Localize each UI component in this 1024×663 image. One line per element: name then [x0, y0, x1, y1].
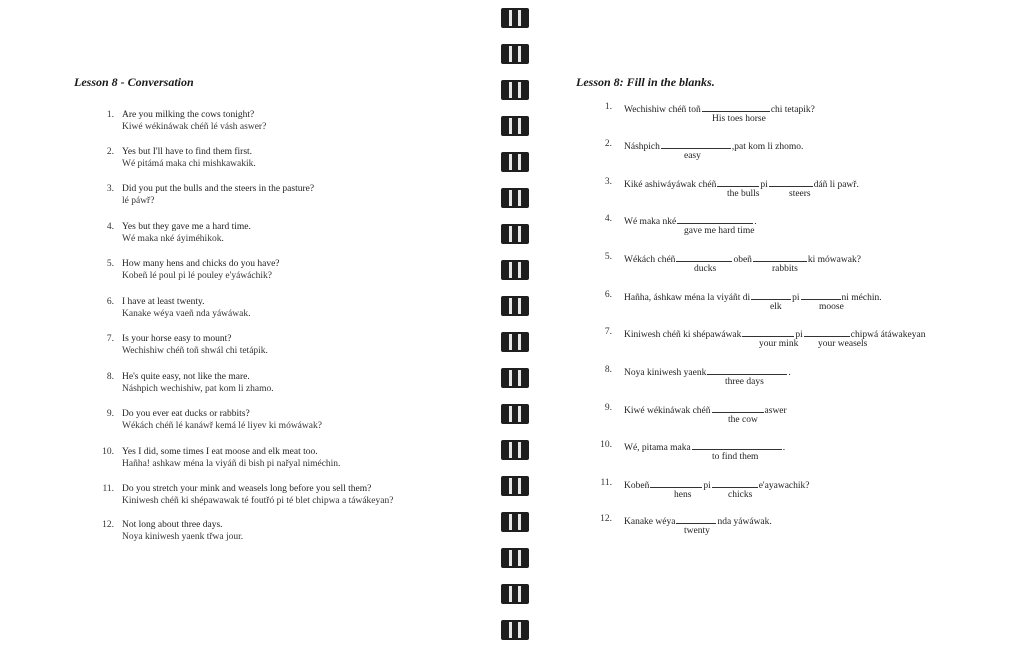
answer-blank[interactable] — [712, 402, 764, 413]
answer-blank[interactable] — [804, 326, 850, 337]
answer-blank[interactable] — [717, 176, 759, 187]
fill-sentence — [624, 439, 785, 454]
binding-coil — [501, 476, 529, 496]
sentence-part: Náshpich — [624, 142, 660, 152]
binding-coil — [501, 188, 529, 208]
english-sentence: Yes but I'll have to find them first. — [122, 147, 253, 157]
sentence-part: Kiké ashiwáyáwak chéñ — [624, 180, 717, 190]
translation-sentence: Kiwé wékináwak chéñ lé vásh aswer? — [122, 122, 267, 132]
translation-sentence: Hañha! ashkaw ména la viyáñ di bish pi nařyal niméchin. — [122, 459, 341, 469]
sentence-part: Wé maka nké — [624, 217, 677, 227]
translation-sentence: Náshpich wechishiw, pat kom li zhamo. — [122, 384, 274, 394]
sentence-part: . — [782, 443, 786, 453]
item-number: 8. — [106, 372, 114, 382]
english-sentence: He's quite easy, not like the mare. — [122, 372, 250, 382]
item-number: 5. — [106, 259, 114, 269]
answer-blank[interactable] — [753, 251, 807, 262]
sentence-part: Kanake wéya — [624, 517, 676, 527]
fill-sentence — [624, 402, 787, 417]
blank-hint: to find them — [712, 452, 759, 462]
item-number: 9. — [604, 403, 612, 413]
answer-blank[interactable] — [702, 101, 770, 112]
sentence-part: Hañha, áshkaw ména la viyáñt di — [624, 293, 751, 303]
item-number: 5. — [604, 252, 612, 262]
english-sentence: How many hens and chicks do you have? — [122, 259, 280, 269]
fill-sentence — [624, 251, 861, 266]
sentence-part: pi — [795, 330, 803, 340]
binding-coil — [501, 260, 529, 280]
answer-blank[interactable] — [677, 213, 753, 224]
answer-blank[interactable] — [676, 513, 716, 524]
translation-sentence: Kanake wéya vaeñ nda yáwáwak. — [122, 309, 251, 319]
item-number: 10. — [600, 440, 612, 450]
item-number: 4. — [604, 214, 612, 224]
binding-coil — [501, 368, 529, 388]
english-sentence: Yes but they gave me a hard time. — [122, 222, 251, 232]
binding-coil — [501, 296, 529, 316]
answer-blank[interactable] — [751, 289, 791, 300]
blank-hint: your mink — [759, 339, 799, 349]
blank-hint: hens — [674, 490, 692, 500]
item-number: 10. — [102, 447, 114, 457]
conversation-title: Lesson 8 - Conversation — [74, 75, 194, 89]
blank-hint: steers — [789, 189, 811, 199]
right-page — [540, 0, 1024, 663]
fill-sentence — [624, 477, 809, 492]
sentence-part: Kiniwesh chéñ ki shépawáwak — [624, 330, 742, 340]
binding-coil — [501, 332, 529, 352]
translation-sentence: Wékách chéñ lé kanáwř kemá lé liyev ki mówáwak? — [122, 421, 322, 431]
answer-blank[interactable] — [661, 138, 731, 149]
answer-blank[interactable] — [707, 364, 787, 375]
sentence-part: chipwá átáwakeyan — [850, 330, 926, 340]
english-sentence: I have at least twenty. — [122, 297, 205, 307]
blank-hint: twenty — [684, 526, 710, 536]
sentence-part: Noya kiniwesh yaenk — [624, 368, 707, 378]
translation-sentence: Kiniwesh chéñ ki shépawawak té foutřó pi té blet chipwa a táwákeyan? — [122, 496, 394, 506]
spiral-binding — [498, 0, 532, 663]
translation-sentence: Wechishiw chéñ toñ shwál chi tetápik. — [122, 346, 268, 356]
blank-hint: the cow — [728, 415, 758, 425]
item-number: 4. — [106, 222, 114, 232]
item-number: 11. — [600, 478, 612, 488]
sentence-part: pi — [703, 481, 711, 491]
blank-hint: gave me hard time — [684, 226, 755, 236]
binding-coil — [501, 548, 529, 568]
sentence-part: Wechishiw chéñ toñ — [624, 105, 701, 115]
sentence-part: aswer — [764, 406, 787, 416]
binding-coil — [501, 440, 529, 460]
left-page — [0, 0, 490, 663]
item-number: 6. — [604, 290, 612, 300]
sentence-part: . — [788, 368, 791, 378]
english-sentence: Is your horse easy to mount? — [122, 334, 232, 344]
sentence-part: Kiwé wékináwak chéñ — [624, 406, 711, 416]
answer-blank[interactable] — [712, 477, 758, 488]
english-sentence: Did you put the bulls and the steers in the pasture? — [122, 184, 315, 194]
fill-blanks-title: Lesson 8: Fill in the blanks. — [576, 75, 715, 89]
item-number: 2. — [604, 139, 612, 149]
sentence-part: ni méchin. — [841, 293, 882, 303]
sentence-part: Wékách chéñ — [624, 255, 676, 265]
item-number: 8. — [604, 365, 612, 375]
blank-hint: elk — [770, 302, 782, 312]
item-number: 9. — [106, 409, 114, 419]
translation-sentence: Wé maka nké áyiméhikok. — [122, 234, 224, 244]
item-number: 6. — [106, 297, 114, 307]
translation-sentence: Noya kiniwesh yaenk třwa jour. — [122, 532, 244, 542]
item-number: 3. — [106, 184, 114, 194]
fill-sentence — [624, 364, 791, 379]
item-number: 12. — [102, 520, 114, 530]
sentence-part: pi — [760, 180, 768, 190]
blank-hint: easy — [684, 151, 701, 161]
binding-coil — [501, 116, 529, 136]
translation-sentence: Wé pitámá maka chi mishkawakik. — [122, 159, 256, 169]
sentence-part: pi — [792, 293, 800, 303]
item-number: 2. — [106, 147, 114, 157]
binding-coil — [501, 512, 529, 532]
blank-hint: three days — [725, 377, 764, 387]
answer-blank[interactable] — [801, 289, 841, 300]
english-sentence: Not long about three days. — [122, 520, 223, 530]
sentence-part: dáñ li pawř. — [813, 180, 859, 190]
item-number: 1. — [604, 102, 612, 112]
sentence-part: Kobeñ — [624, 481, 650, 491]
blank-hint: the bulls — [727, 189, 760, 199]
binding-coil — [501, 620, 529, 640]
binding-coil — [501, 8, 529, 28]
item-number: 7. — [106, 334, 114, 344]
english-sentence: Do you ever eat ducks or rabbits? — [122, 409, 250, 419]
fill-sentence — [624, 138, 803, 153]
binding-coil — [501, 584, 529, 604]
blank-hint: His toes horse — [712, 114, 766, 124]
blank-hint: moose — [819, 302, 844, 312]
sentence-part: obeñ — [733, 255, 752, 265]
blank-hint: chicks — [728, 490, 753, 500]
binding-coil — [501, 404, 529, 424]
sentence-part: e'ayawachik? — [758, 481, 810, 491]
sentence-part: ,pat kom li zhomo. — [731, 142, 804, 152]
blank-hint: rabbits — [772, 264, 798, 274]
item-number: 11. — [102, 484, 114, 494]
answer-blank[interactable] — [742, 326, 794, 337]
sentence-part: ki mówawak? — [807, 255, 861, 265]
item-number: 12. — [600, 514, 612, 524]
english-sentence: Do you stretch your mink and weasels long before you sell them? — [122, 484, 372, 494]
sentence-part: . — [754, 217, 757, 227]
blank-hint: your weasels — [818, 339, 868, 349]
translation-sentence: lé páwř? — [122, 196, 155, 206]
item-number: 3. — [604, 177, 612, 187]
binding-coil — [501, 80, 529, 100]
answer-blank[interactable] — [769, 176, 813, 187]
binding-coil — [501, 44, 529, 64]
answer-blank[interactable] — [676, 251, 732, 262]
blank-hint: ducks — [694, 264, 717, 274]
translation-sentence: Kobeñ lé poul pi lé pouley e'yáwáchik? — [122, 271, 272, 281]
sentence-part: Wé, pitama maka — [624, 443, 691, 453]
sentence-part: nda yáwáwak. — [717, 517, 772, 527]
english-sentence: Yes I did, some times I eat moose and elk meat too. — [122, 447, 318, 457]
answer-blank[interactable] — [650, 477, 702, 488]
item-number: 1. — [106, 110, 114, 120]
answer-blank[interactable] — [692, 439, 782, 450]
item-number: 7. — [604, 327, 612, 337]
binding-coil — [501, 152, 529, 172]
english-sentence: Are you milking the cows tonight? — [122, 110, 255, 120]
sentence-part: chi tetapik? — [770, 105, 815, 115]
binding-coil — [501, 224, 529, 244]
